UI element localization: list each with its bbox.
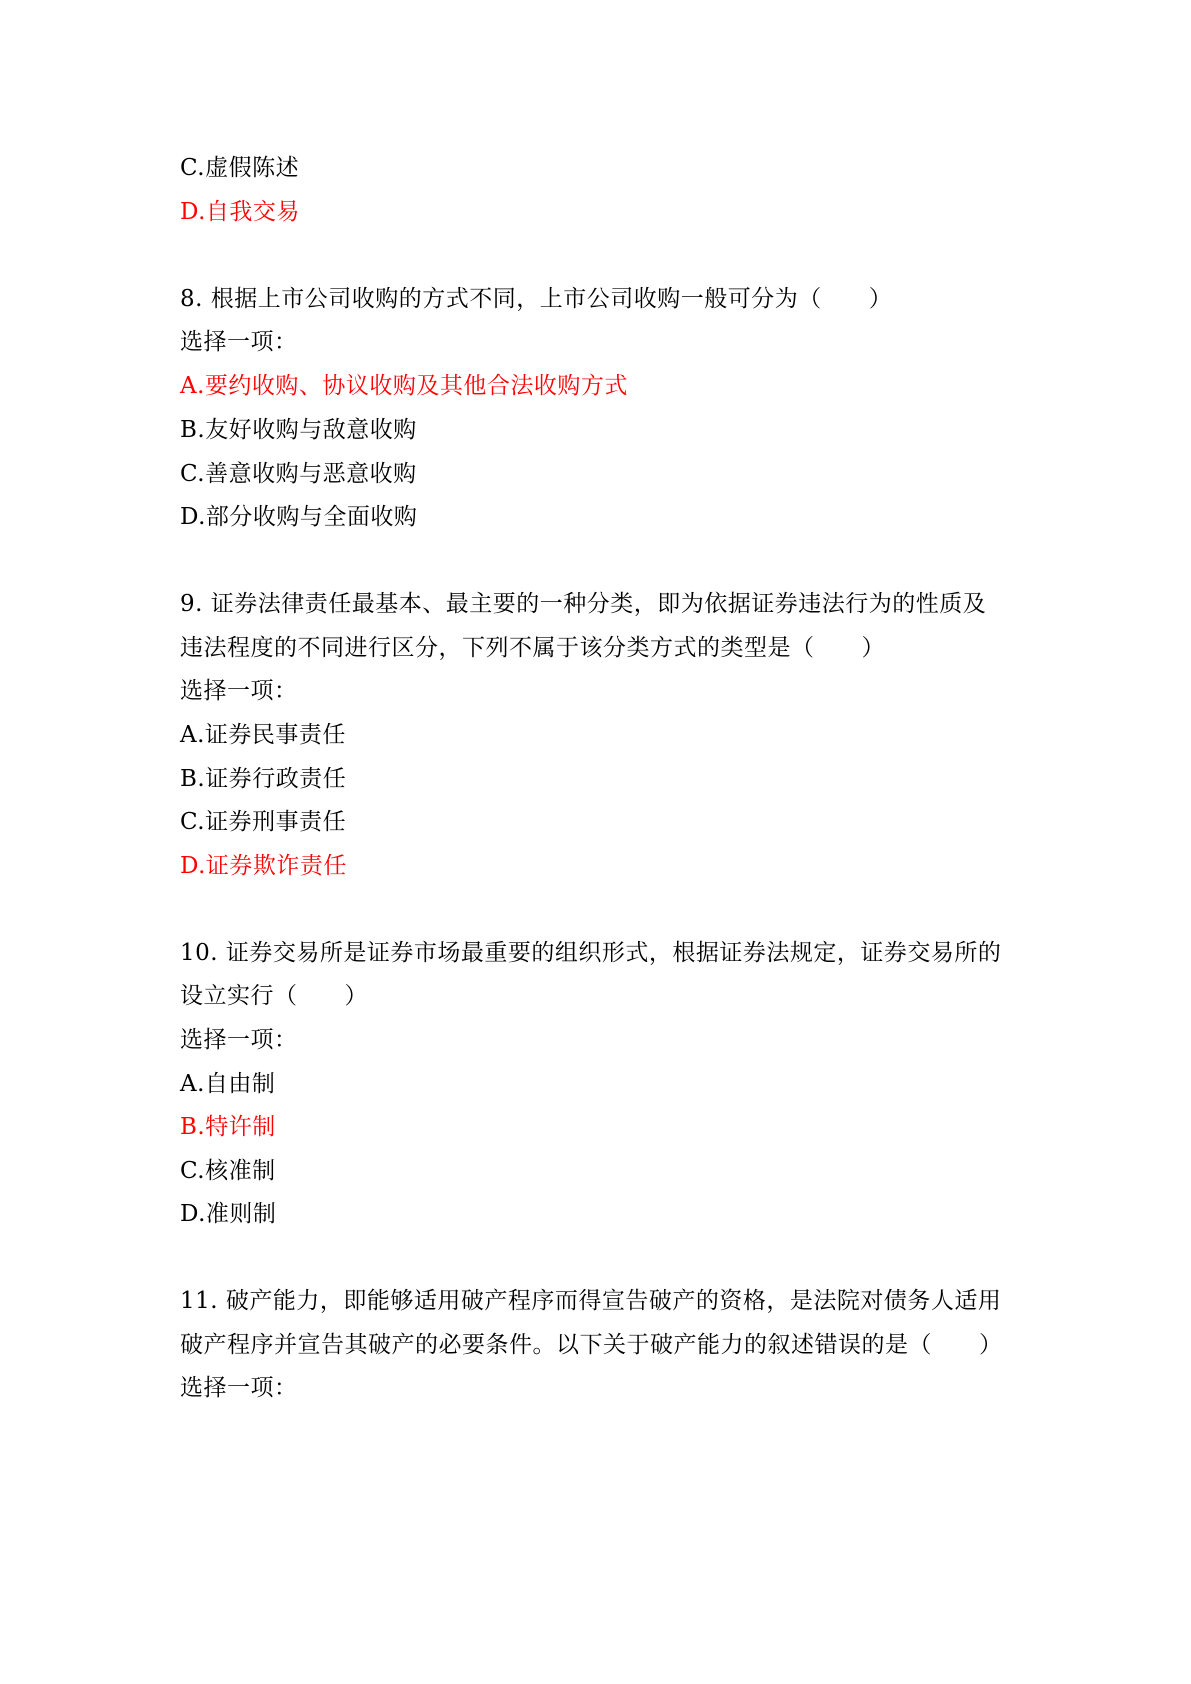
q11-prompt: 选择一项： (180, 1375, 298, 1401)
q10-option-d: D.准则制 (180, 1201, 277, 1227)
q9-prompt: 选择一项： (180, 678, 298, 704)
q9-option-b: B.证券行政责任 (180, 766, 347, 792)
q9-option-c: C.证券刑事责任 (180, 809, 347, 835)
q10-option-c: C.核准制 (180, 1158, 276, 1184)
q10-prompt: 选择一项： (180, 1027, 298, 1053)
q8-prompt: 选择一项： (180, 329, 298, 355)
q8-option-d: D.部分收购与全面收购 (180, 504, 418, 530)
q11-question-line-2: 破产程序并宣告其破产的必要条件。以下关于破产能力的叙述错误的是（ ） (180, 1332, 1003, 1358)
q8-option-a: A.要约收购、协议收购及其他合法收购方式 (180, 373, 628, 399)
q11-question-line-1: 11. 破产能力，即能够适用破产程序而得宣告破产的资格，是法院对债务人适用 (180, 1288, 1002, 1314)
q9-question-line-1: 9. 证券法律责任最基本、最主要的一种分类，即为依据证券违法行为的性质及 (180, 591, 987, 617)
q10-option-b: B.特许制 (180, 1114, 276, 1140)
q9-option-d: D.证券欺诈责任 (180, 853, 347, 879)
q8-option-b: B.友好收购与敌意收购 (180, 417, 417, 443)
q10-question-line-1: 10. 证券交易所是证券市场最重要的组织形式，根据证券法规定，证券交易所的 (180, 940, 1002, 966)
q7-option-c: C.虚假陈述 (180, 155, 300, 181)
q9-option-a: A.证券民事责任 (180, 722, 346, 748)
q9-question-line-2: 违法程度的不同进行区分，下列不属于该分类方式的类型是（ ） (180, 635, 885, 661)
q10-question-line-2: 设立实行（ ） (180, 983, 368, 1009)
q8-option-c: C.善意收购与恶意收购 (180, 461, 417, 487)
q8-question: 8. 根据上市公司收购的方式不同，上市公司收购一般可分为（ ） (180, 286, 893, 312)
q7-option-d: D.自我交易 (180, 199, 300, 225)
q10-option-a: A.自由制 (180, 1071, 276, 1097)
